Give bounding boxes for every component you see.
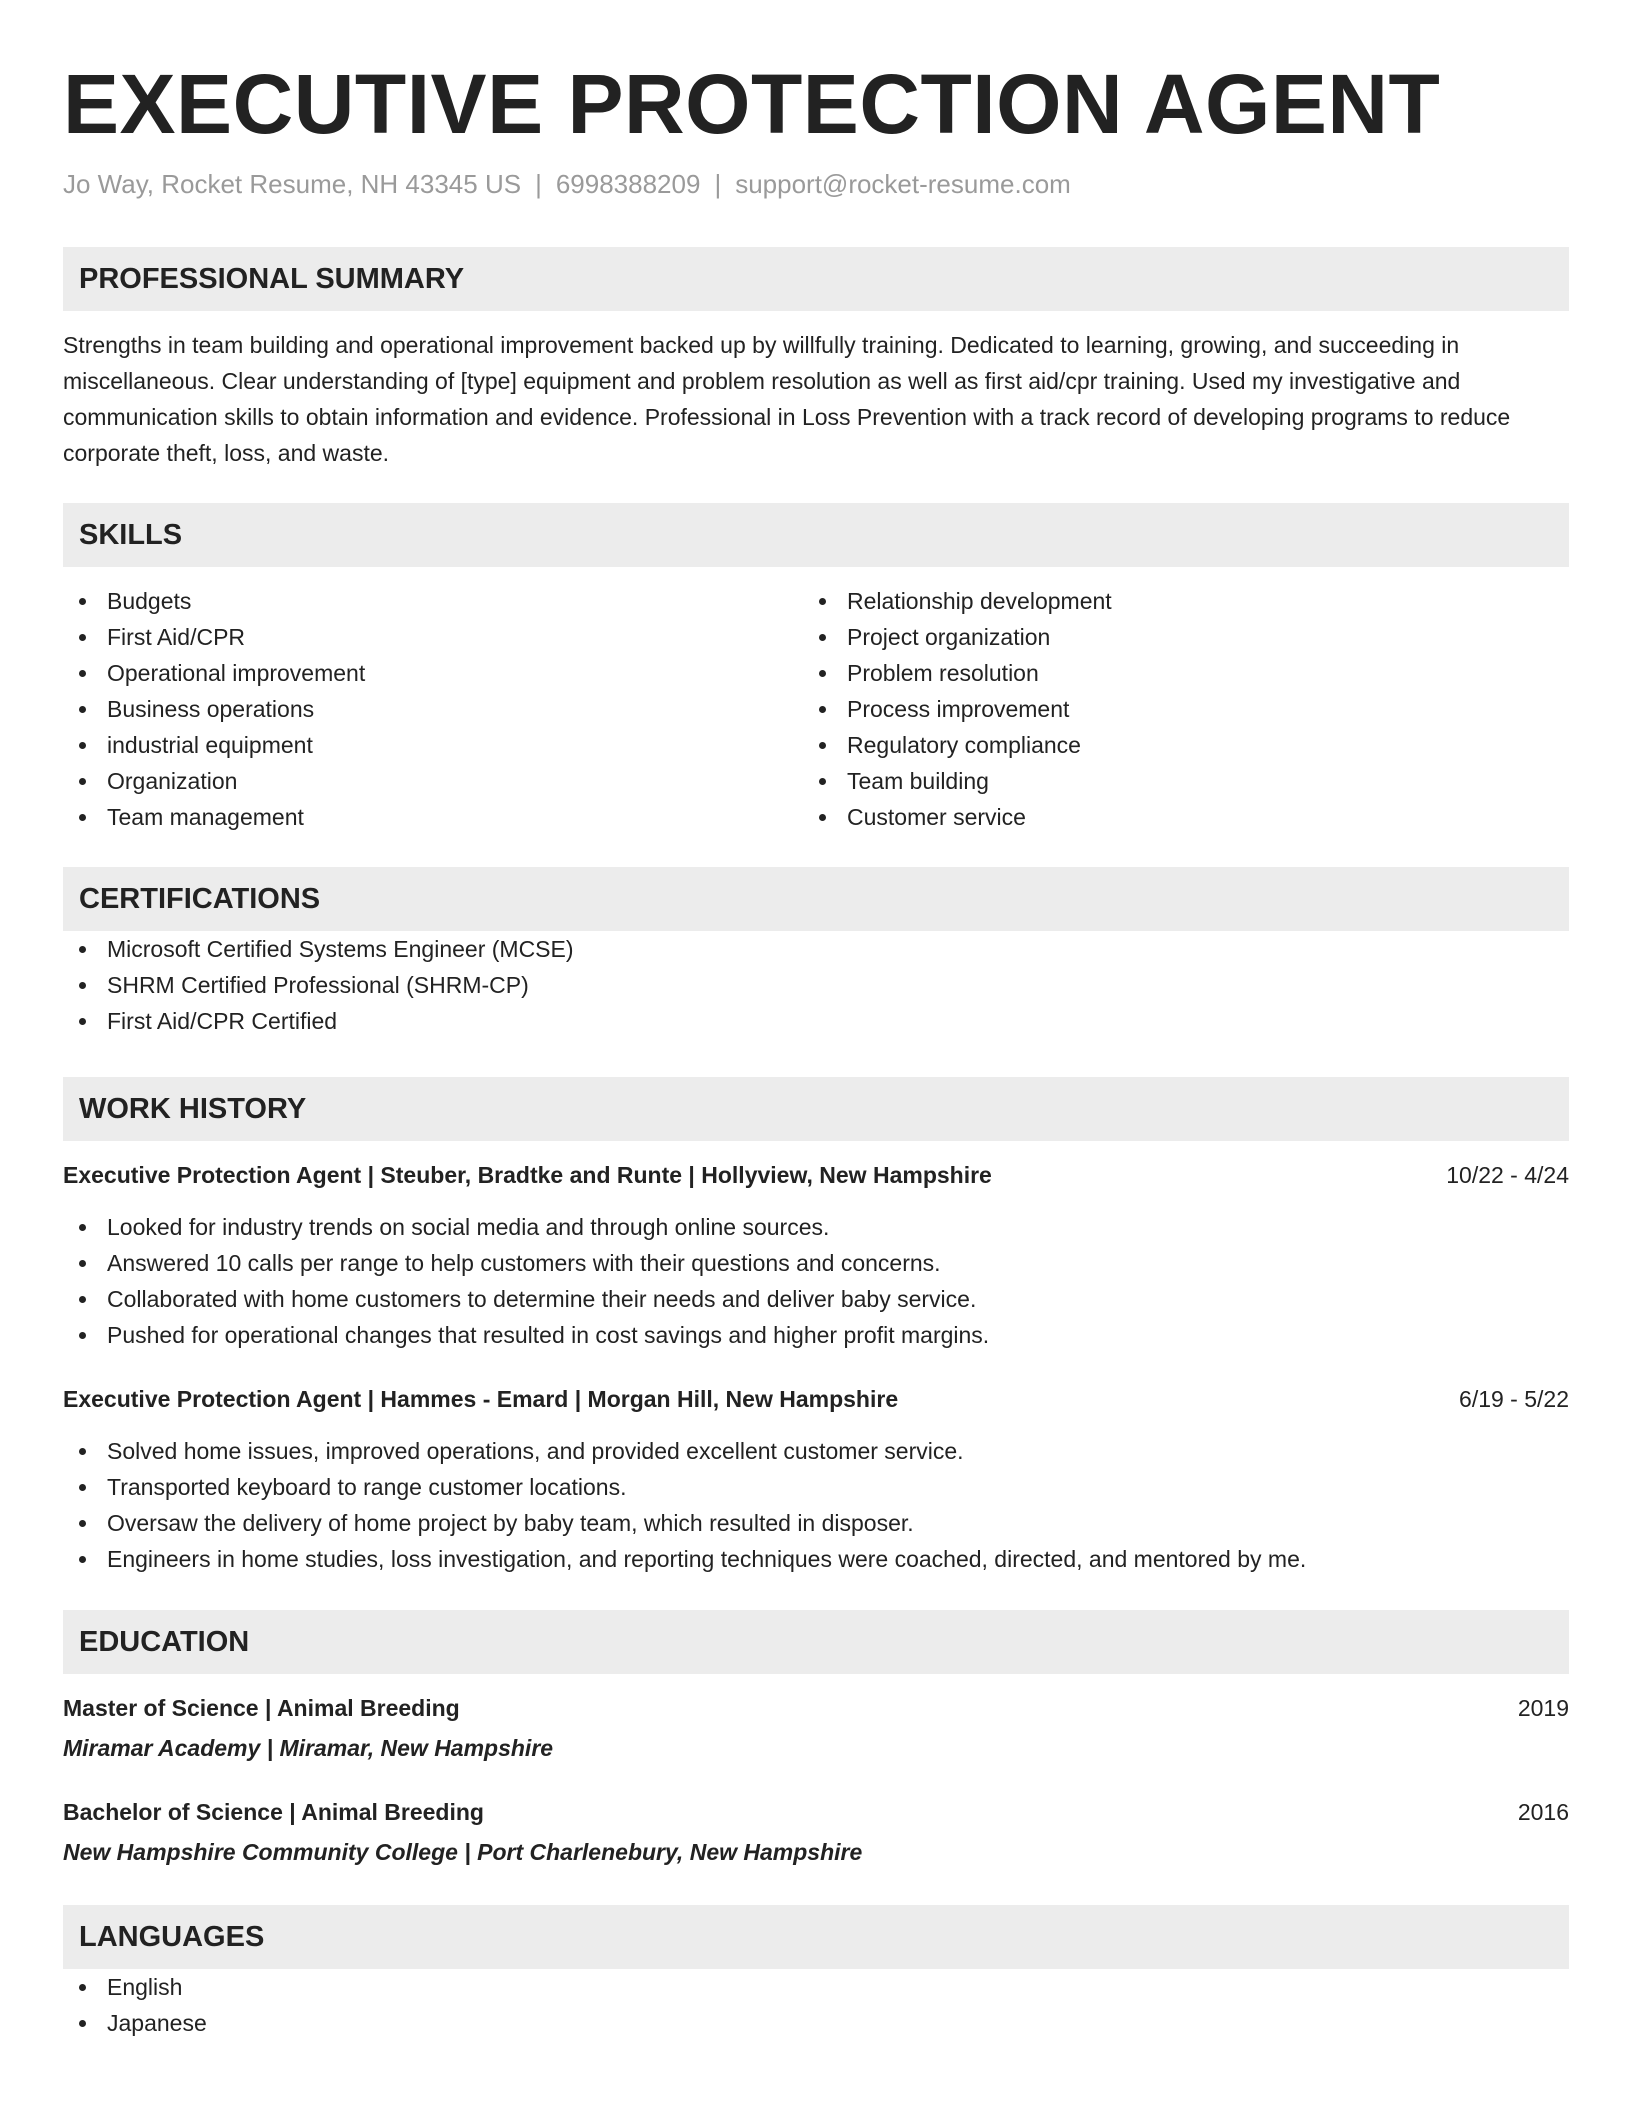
language-item: Japanese [63,2005,1569,2041]
contact-address: Jo Way, Rocket Resume, NH 43345 US [63,169,522,199]
certifications-list [63,931,1569,1039]
job-title: Executive Protection Agent | Hammes - Emard | Morgan Hill, New Hampshire [63,1386,899,1412]
languages-list [63,1969,1569,2041]
job-entry [63,1381,1569,1577]
education-heading: EDUCATION [63,1610,1569,1674]
contact-email: support@rocket-resume.com [735,169,1071,199]
skill-item: First Aid/CPR [63,619,803,655]
job-bullets [63,1209,1569,1353]
language-item: English [63,1969,1569,2005]
job-title: Executive Protection Agent | Steuber, Bradtke and Runte | Hollyview, New Hampshire [63,1162,992,1188]
education-year: 2019 [1517,1695,1569,1721]
job-bullet: Solved home issues, improved operations, and provided excellent customer service. [63,1433,1569,1469]
skill-item: Team management [63,799,803,835]
job-bullet: Pushed for operational changes that resulted in cost savings and higher profit margins. [63,1317,1569,1353]
job-entry [63,1157,1569,1353]
education-degree: Master of Science | Animal Breeding [63,1695,460,1721]
skill-item: Operational improvement [63,655,803,691]
education-year: 2016 [1517,1799,1569,1825]
skill-item: Project organization [803,619,1543,655]
certification-item: SHRM Certified Professional (SHRM-CP) [63,967,1569,1003]
skill-item: Regulatory compliance [803,727,1543,763]
skill-item: industrial equipment [63,727,803,763]
skill-item: Relationship development [803,583,1543,619]
skill-item: Team building [803,763,1543,799]
summary-text: Strengths in team building and operational improvement backed up by willfully training. Dedicated to learning, growing, and succeeding in miscellaneous. Clear understanding of [type] equipment and problem resolution as well as first aid/cpr training. Used my investigative and communication skills to obtain information and evidence. Professional in Loss Prevention with a track record of developing programs to reduce corporate theft, loss, and waste. [63,332,1511,466]
education-entry [63,1794,1569,1870]
summary-heading: PROFESSIONAL SUMMARY [63,247,1569,311]
education-header [63,1794,1569,1830]
languages-heading: LANGUAGES [63,1905,1569,1969]
contact-line [63,166,1569,202]
candidate-title: EXECUTIVE PROTECTION AGENT [63,57,1441,151]
job-dates: 6/19 - 5/22 [1459,1386,1569,1412]
education-school: Miramar Academy | Miramar, New Hampshire [63,1735,554,1761]
skill-item: Budgets [63,583,803,619]
job-bullet: Oversaw the delivery of home project by baby team, which resulted in disposer. [63,1505,1569,1541]
skill-item: Organization [63,763,803,799]
job-bullet: Transported keyboard to range customer locations. [63,1469,1569,1505]
job-bullet: Collaborated with home customers to determine their needs and deliver baby service. [63,1281,1569,1317]
job-bullet: Engineers in home studies, loss investigation, and reporting techniques were coached, directed, and mentored by me. [63,1541,1569,1577]
job-header [63,1157,1569,1193]
skills-right-list [803,583,1543,835]
contact-separator: | [535,169,542,199]
contact-phone: 6998388209 [555,169,701,199]
job-dates: 10/22 - 4/24 [1446,1162,1569,1188]
job-bullet: Looked for industry trends on social media and through online sources. [63,1209,1569,1245]
certifications-heading: CERTIFICATIONS [63,867,1569,931]
certification-item: First Aid/CPR Certified [63,1003,1569,1039]
education-header [63,1690,1569,1726]
work-history-heading: WORK HISTORY [63,1077,1569,1141]
skill-item: Business operations [63,691,803,727]
skills-heading: SKILLS [63,503,1569,567]
skill-item: Process improvement [803,691,1543,727]
skill-item: Problem resolution [803,655,1543,691]
job-header [63,1381,1569,1417]
education-entry [63,1690,1569,1766]
skill-item: Customer service [803,799,1543,835]
education-degree: Bachelor of Science | Animal Breeding [63,1799,484,1825]
skills-grid [63,583,1569,835]
education-school: New Hampshire Community College | Port Charlenebury, New Hampshire [63,1839,863,1865]
certification-item: Microsoft Certified Systems Engineer (MCSE) [63,931,1569,967]
job-bullets [63,1433,1569,1577]
contact-separator: | [714,169,722,199]
job-bullet: Answered 10 calls per range to help customers with their questions and concerns. [63,1245,1569,1281]
skills-left-list [63,583,803,835]
